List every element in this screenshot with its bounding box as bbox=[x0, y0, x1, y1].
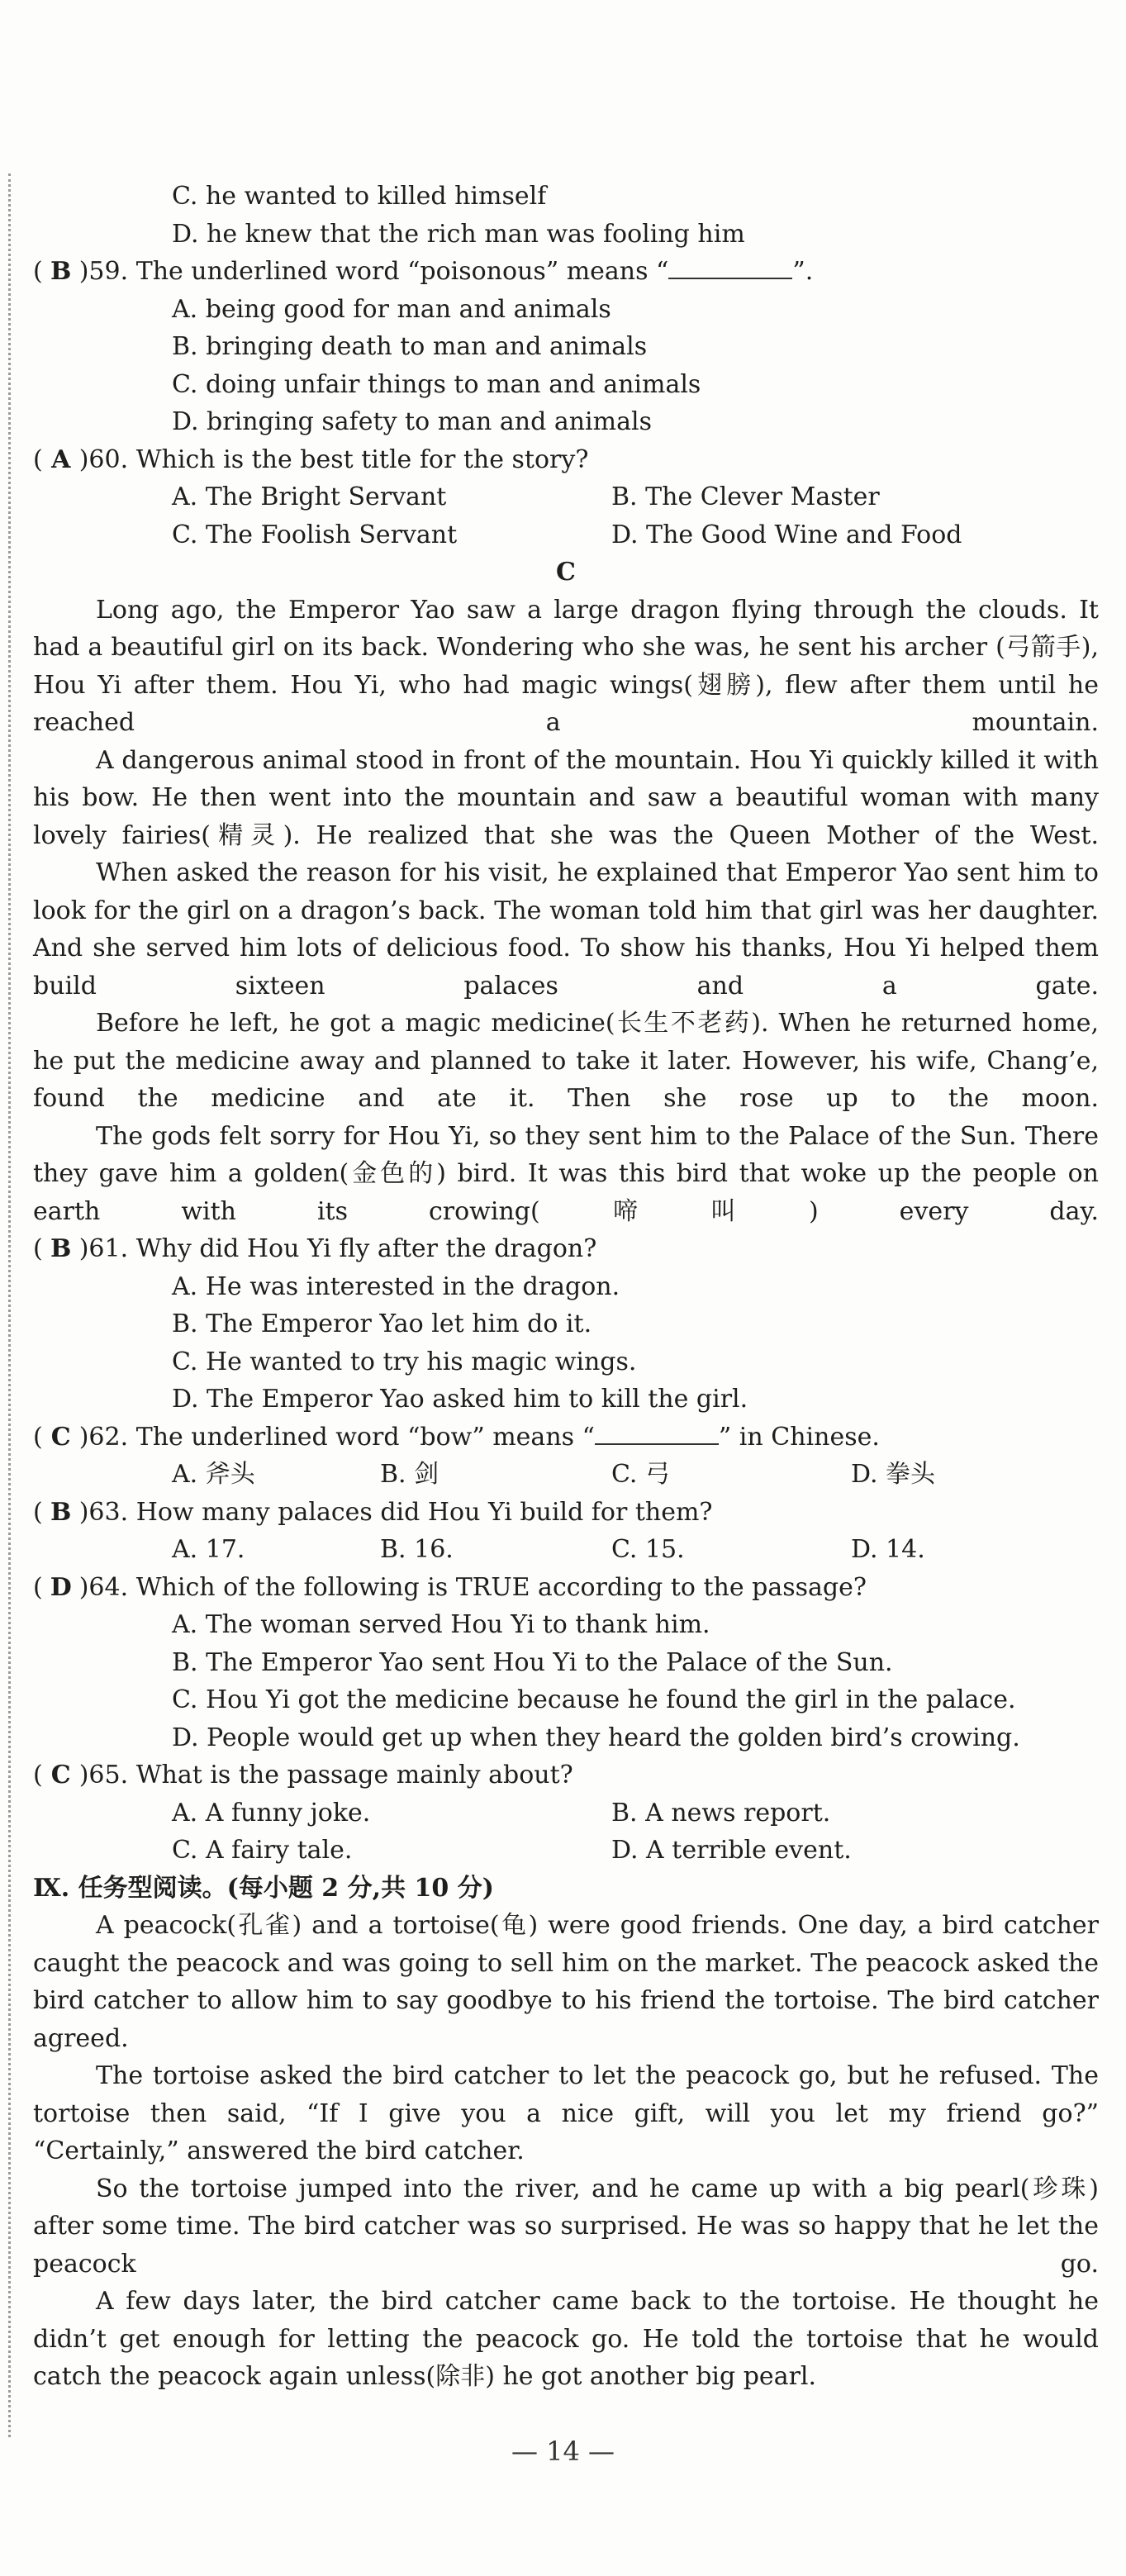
option-text: D. A terrible event. bbox=[611, 1836, 852, 1865]
option-text: B. bringing death to man and animals bbox=[172, 332, 648, 361]
option-text: C. The Foolish Servant bbox=[172, 520, 458, 549]
option-text: C. 15. bbox=[611, 1535, 685, 1564]
passage-paragraph: A few days later, the bird catcher came back to the tortoise. He thought he didn’t get enough for letting the peacock go. He told the tortoise that he would catch the peacock again unless(除非) he got another big pearl. bbox=[33, 2287, 1099, 2391]
option-row bbox=[33, 1531, 1099, 1569]
option-text: A. A funny joke. bbox=[172, 1798, 371, 1827]
option-text: C. Hou Yi got the medicine because he found the girl in the palace. bbox=[172, 1685, 1016, 1714]
page-number: — 14 — bbox=[511, 2436, 615, 2467]
option-text: D. he knew that the rich man was fooling him bbox=[172, 219, 745, 249]
option-text: A. being good for man and animals bbox=[172, 294, 611, 324]
option-text: B. The Emperor Yao let him do it. bbox=[172, 1309, 592, 1338]
option-text: A. The woman served Hou Yi to thank him. bbox=[172, 1610, 710, 1639]
answer-letter: B bbox=[50, 1497, 72, 1527]
answer-letter: A bbox=[51, 444, 71, 474]
option-row bbox=[33, 1456, 1099, 1494]
option-row bbox=[33, 478, 1099, 516]
option-text: C. A fairy tale. bbox=[172, 1836, 353, 1865]
passage-paragraph: When asked the reason for his visit, he explained that Emperor Yao sent him to look for the girl on a dragon’s back. The woman told him that girl was her daughter. And she served him lots of delicious food. To show his thanks, Hou Yi helped them build sixteen palaces and a gate. bbox=[33, 858, 1099, 1000]
passage-heading: C bbox=[556, 558, 576, 587]
question-65: ( C )65. What is the passage mainly about? bbox=[33, 1756, 1099, 1794]
option-text: D. The Good Wine and Food bbox=[611, 520, 962, 549]
option-text: B. The Emperor Yao sent Hou Yi to the Palace of the Sun. bbox=[172, 1647, 893, 1677]
option-row bbox=[33, 1794, 1099, 1832]
option-text: A. The Bright Servant bbox=[172, 482, 447, 511]
question-63: ( B )63. How many palaces did Hou Yi build for them? bbox=[33, 1494, 1099, 1532]
answer-letter: B bbox=[50, 257, 72, 286]
passage-paragraph: The tortoise asked the bird catcher to let the peacock go, but he refused. The tortoise then said, “If I give you a nice gift, will you let my friend go?” bbox=[33, 2061, 1099, 2128]
question-64: ( D )64. Which of the following is TRUE according to the passage? bbox=[33, 1569, 1099, 1607]
option-text: B. 剑 bbox=[380, 1460, 439, 1489]
option-row bbox=[33, 1832, 1099, 1870]
option-text: D. bringing safety to man and animals bbox=[172, 407, 652, 436]
answer-letter: C bbox=[50, 1761, 71, 1789]
option-text: D. The Emperor Yao asked him to kill the girl. bbox=[172, 1385, 748, 1414]
passage-paragraph: A dangerous animal stood in front of the mountain. Hou Yi quickly killed it with his bow. He then went into the mountain and saw a beautiful woman with many lovely fairies(精灵). He realized that she was the Queen Mother of the West. bbox=[33, 745, 1099, 850]
answer-letter: D bbox=[50, 1572, 72, 1602]
option-text: C. doing unfair things to man and animals bbox=[172, 369, 701, 399]
option-text: C. He wanted to try his magic wings. bbox=[172, 1347, 637, 1376]
question-60: ( A )60. Which is the best title for the story? bbox=[33, 441, 1099, 479]
option-text: A. 斧头 bbox=[172, 1460, 255, 1489]
option-text: D. 拳头 bbox=[851, 1460, 936, 1489]
option-text: B. The Clever Master bbox=[611, 482, 880, 511]
passage-paragraph: The gods felt sorry for Hou Yi, so they sent him to the Palace of the Sun. There they gave him a golden(金色的) bird. It was this bird that woke up the people on earth with its crowing(啼叫) every day. bbox=[33, 1121, 1099, 1226]
answer-blank bbox=[595, 1420, 719, 1445]
passage-line: “Certainly,” answered the bird catcher. bbox=[33, 2136, 525, 2165]
answer-letter: C bbox=[50, 1422, 71, 1452]
option-text: C. he wanted to killed himself bbox=[172, 182, 547, 211]
passage-paragraph: Before he left, he got a magic medicine(长生不老药). When he returned home, he put the medicine away and planned to take it later. However, his wife, Chang’e, found the medicine and ate it. Then she rose up to the moon. bbox=[33, 1009, 1099, 1113]
option-text: A. 17. bbox=[172, 1535, 245, 1564]
option-text: D. 14. bbox=[851, 1535, 925, 1564]
question-59: ( B )59. The underlined word “poisonous” means “ ”. bbox=[33, 253, 1099, 291]
question-61: ( B )61. Why did Hou Yi fly after the dragon? bbox=[33, 1230, 1099, 1268]
answer-blank bbox=[668, 254, 792, 279]
answer-letter: B bbox=[50, 1234, 72, 1263]
binding-margin-line bbox=[8, 173, 11, 2437]
option-row bbox=[33, 516, 1099, 554]
option-text: B. A news report. bbox=[611, 1798, 831, 1827]
section-title: Ⅸ. 任务型阅读。(每小题 2 分,共 10 分) bbox=[33, 1873, 494, 1903]
option-text: B. 16. bbox=[380, 1535, 454, 1564]
option-text: C. 弓 bbox=[611, 1460, 670, 1489]
option-text: A. He was interested in the dragon. bbox=[172, 1271, 620, 1301]
passage-paragraph: So the tortoise jumped into the river, and he came up with a big pearl(珍珠) after some time. The bird catcher was so surprised. He was so happy that he let the peacock go. bbox=[33, 2174, 1099, 2279]
passage-paragraph: Long ago, the Emperor Yao saw a large dragon flying through the clouds. It had a beautiful girl on its back. Wondering who she was, he sent his archer (弓箭手), Hou Yi after them. Hou Yi, who had magic wings(翅膀), flew after them until he reached a mountain. bbox=[33, 595, 1099, 737]
question-62: ( C )62. The underlined word “bow” means “ ” in Chinese. bbox=[33, 1419, 1099, 1457]
passage-paragraph: A peacock(孔雀) and a tortoise(龟) were good friends. One day, a bird catcher caught the peacock and was going to sell him on the market. The peacock asked the bird catcher to allow him to say goodbye to his friend the tortoise. The bird catcher agreed. bbox=[33, 1911, 1099, 2053]
option-text: D. People would get up when they heard the golden bird’s crowing. bbox=[172, 1723, 1020, 1752]
worksheet-page bbox=[33, 178, 1099, 2396]
